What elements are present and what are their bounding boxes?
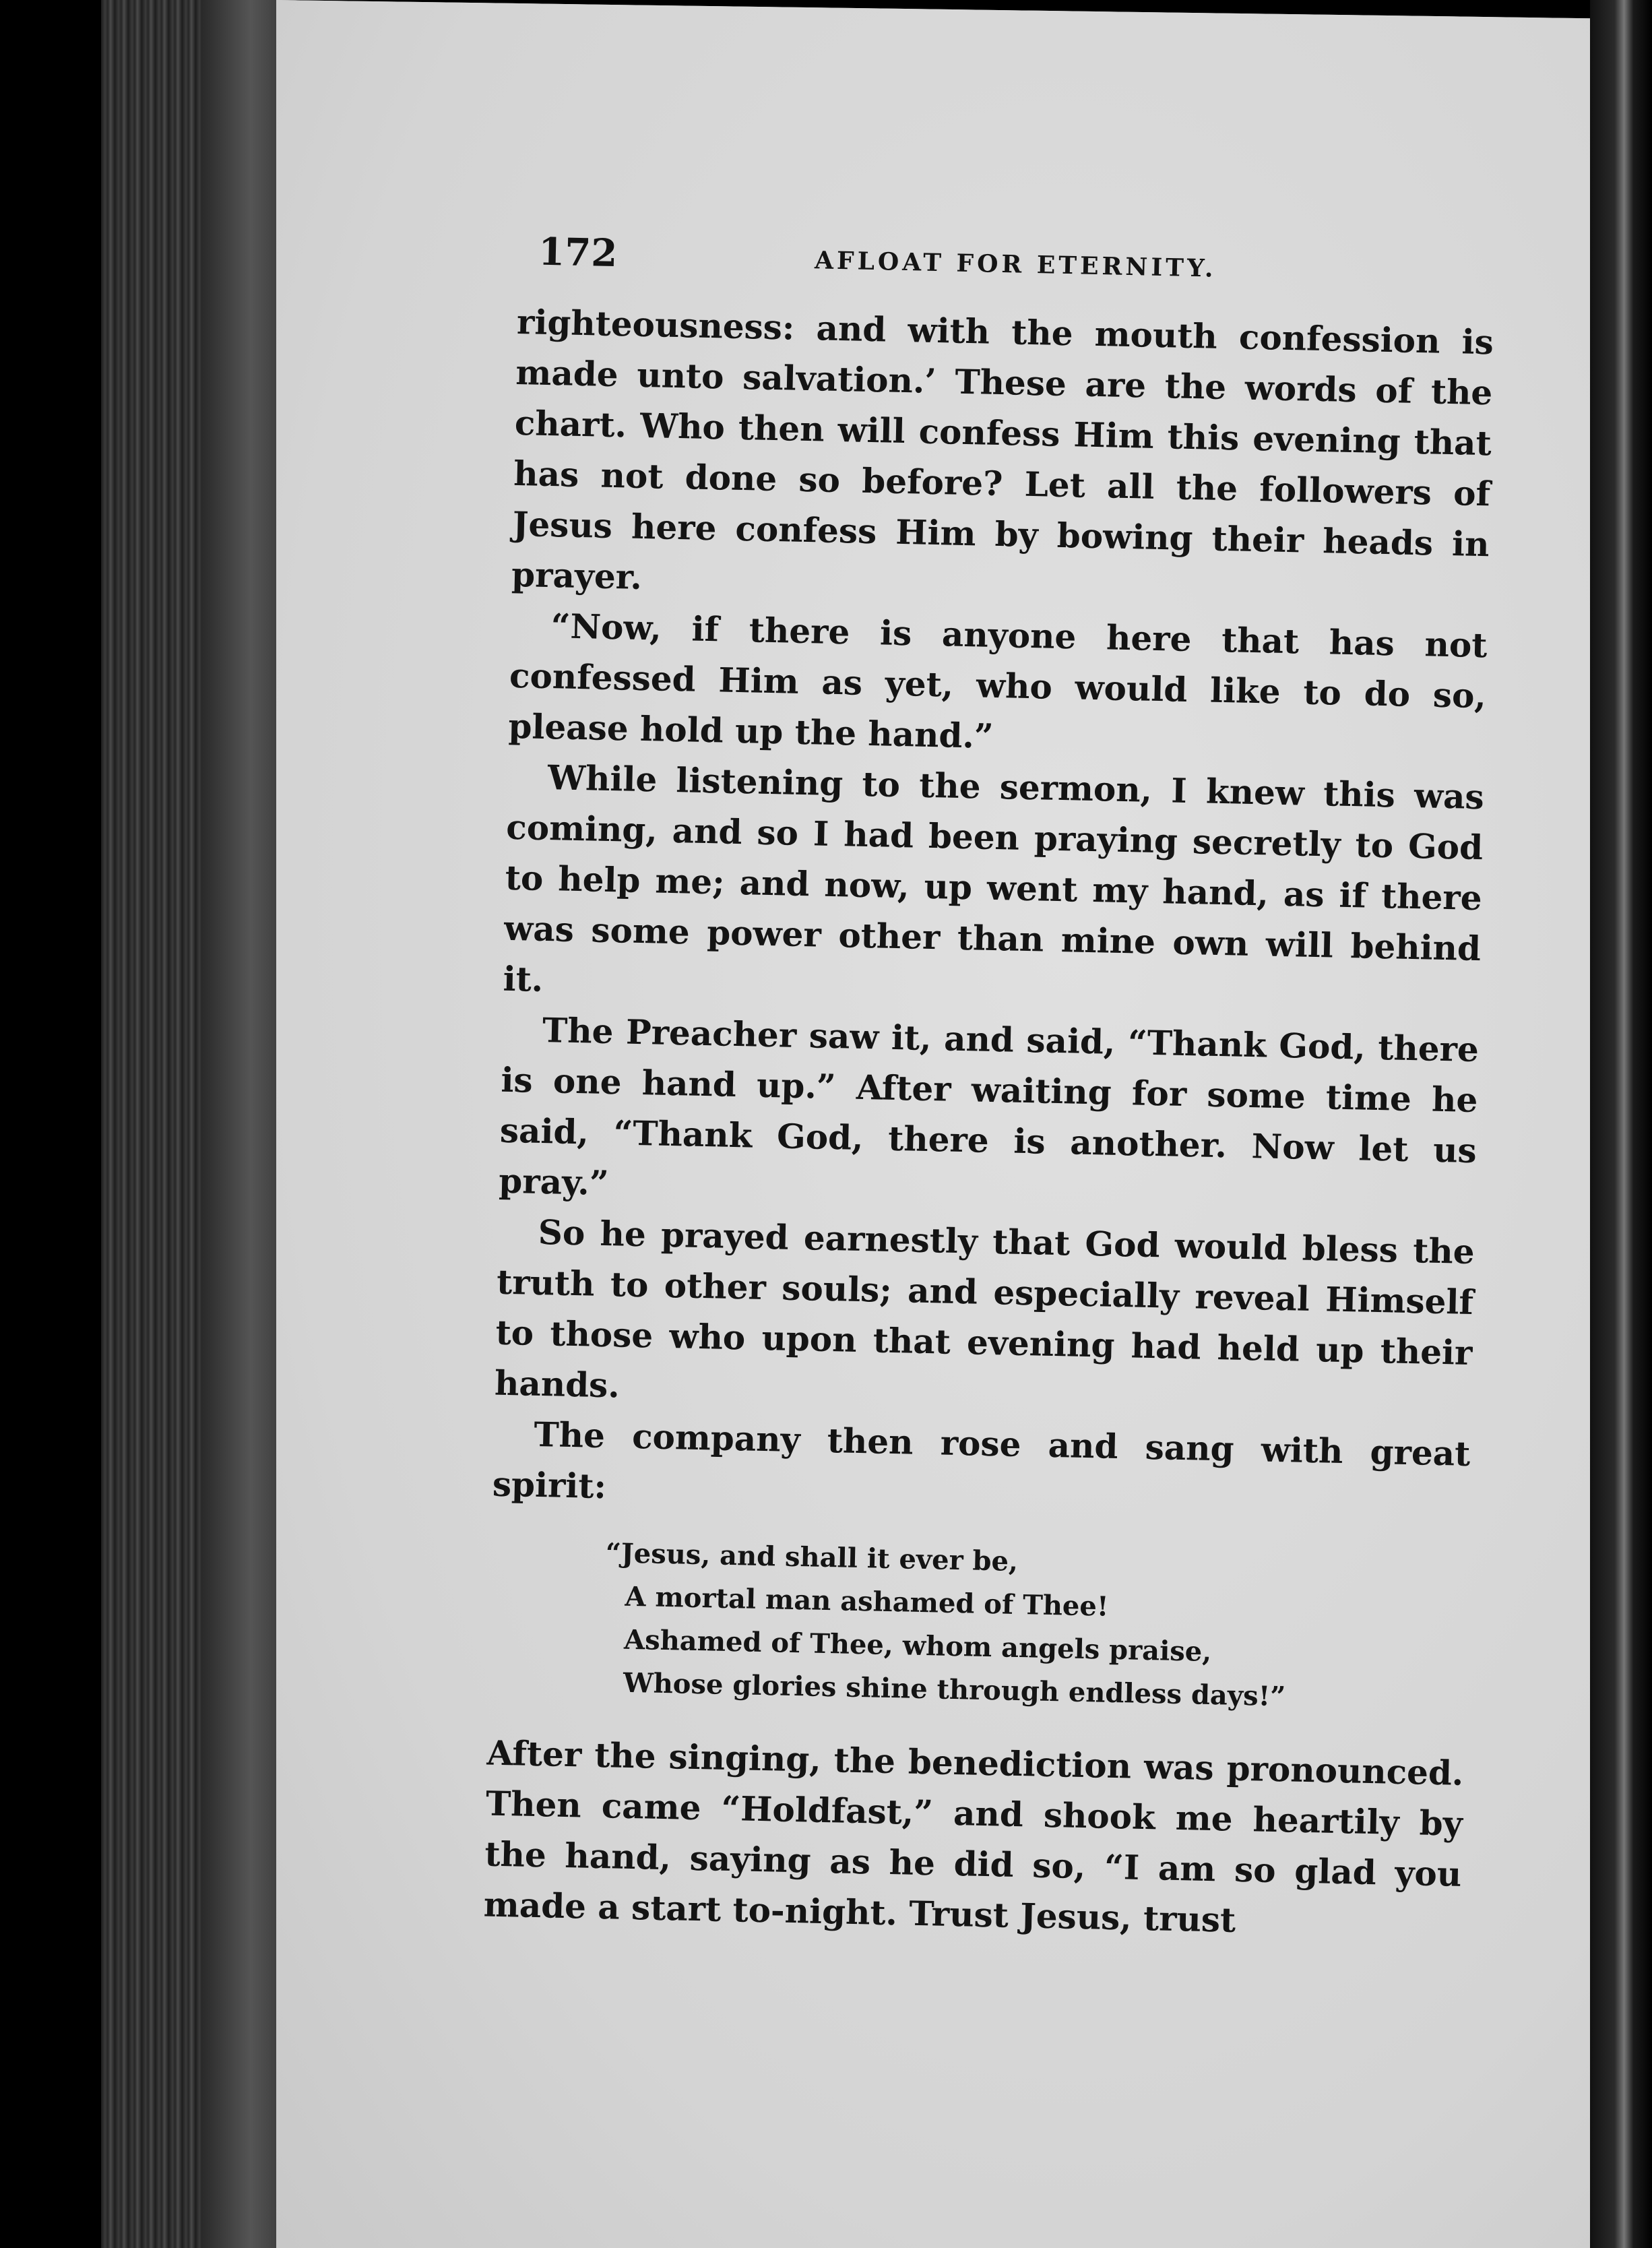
paragraph-6: The company then rose and sang with great spirit:: [492, 1414, 1471, 1507]
closing-paragraph: After the singing, the benediction was pronounced. Then came “Holdfast,” and shook me heartily by the hand, saying as he did so, “I am so glad you made a start to-night. Trust Jesus, trust: [483, 1732, 1464, 1940]
verse-line-2: A mortal man ashamed of Thee!: [625, 1580, 1109, 1623]
paragraph-3: While listening to the sermon, I knew this was coming, and so I had been praying secretly to God to help me; and now, up went my hand, as if there was some power other than mine own will behind it.: [503, 757, 1485, 999]
page-number: 172: [538, 229, 618, 276]
paragraph-5: So he prayed earnestly that God would bless the truth to other souls; and especially reveal Himself to those who upon that evening had held up their hands.: [494, 1212, 1475, 1406]
page-edges-shadow: [202, 0, 283, 2248]
book-gutter-edge: [1590, 0, 1652, 2248]
paragraph-4: The Preacher saw it, and said, “Thank God, there is one hand up.” After waiting for some time he said, “Thank God, there is another. Now let us pray.”: [498, 1010, 1480, 1204]
page-text-block: [483, 229, 1496, 1950]
hymn-verse: [605, 1532, 1468, 1722]
verse-line-3: Ashamed of Thee, whom angels praise,: [623, 1623, 1212, 1668]
verse-line-1: “Jesus, and shall it ever be,: [605, 1537, 1019, 1578]
running-head: AFLOAT FOR ETERNITY.: [814, 246, 1217, 283]
paragraph-2: “Now, if there is anyone here that has not confessed Him as yet, who would like to do so, please hold up the hand.”: [507, 606, 1488, 756]
paragraph-1: righteousness: and with the mouth confession is made unto salvation.’ These are the words of the chart. Who then will confess Him this evening that has not done so before? Let all the followers of Jesus here confess Him by bowing their heads in prayer.: [511, 301, 1494, 597]
verse-line-4: Whose glories shine through endless days!”: [623, 1666, 1286, 1713]
